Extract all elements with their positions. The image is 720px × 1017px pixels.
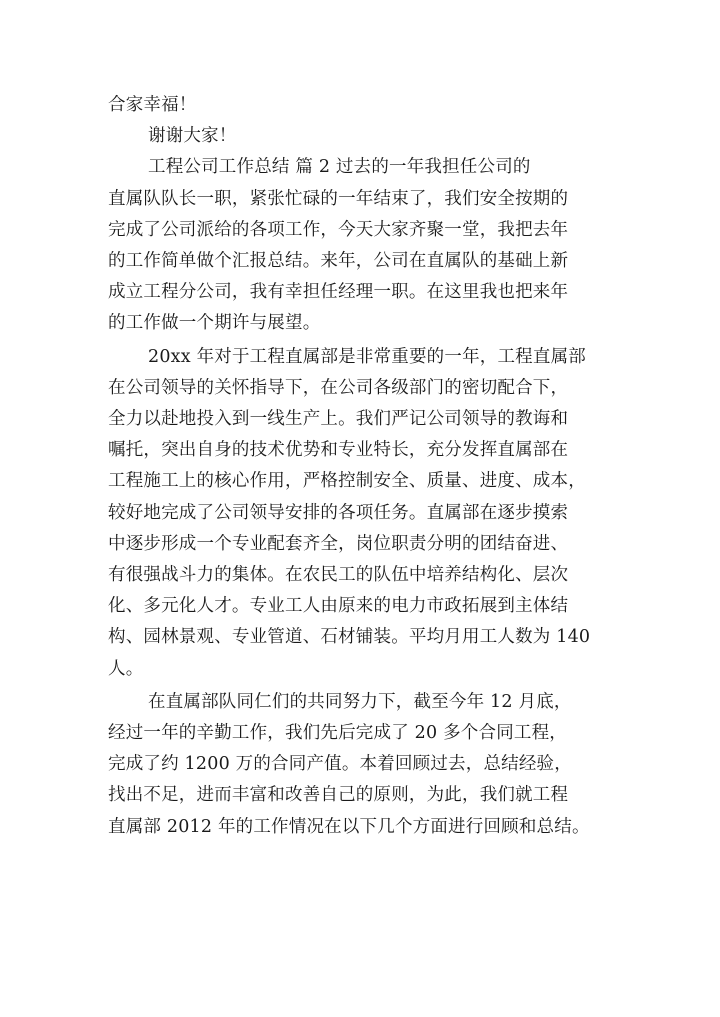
text-line: 直属部 2012 年的工作情况在以下几个方面进行回顾和总结。 (108, 816, 590, 837)
text-line: 直属队队长一职，紧张忙碌的一年结束了，我们安全按期的 (108, 188, 569, 209)
text-line: 工程施工上的核心作用，严格控制安全、质量、进度、成本， (108, 471, 586, 492)
text-line: 经过一年的辛勤工作，我们先后完成了 20 多个合同工程， (108, 723, 567, 744)
text-line: 谢谢大家！ (148, 126, 237, 147)
text-line: 人。 (108, 658, 144, 679)
text-line: 完成了约 1200 万的合同产值。本着回顾过去，总结经验， (108, 754, 572, 775)
text-line: 的工作做一个期许与展望。 (108, 313, 321, 334)
text-line: 找出不足，进而丰富和改善自己的原则，为此，我们就工程 (108, 785, 569, 806)
text-line: 完成了公司派给的各项工作，今天大家齐聚一堂，我把去年 (108, 219, 569, 240)
document-body (108, 90, 628, 843)
text-line: 有很强战斗力的集体。在农民工的队伍中培养结构化、层次 (108, 565, 569, 586)
text-line: 20xx 年对于工程直属部是非常重要的一年，工程直属部 (148, 346, 586, 367)
text-line: 构、园林景观、专业管道、石材铺装。平均月用工人数为 140 (108, 627, 591, 648)
text-line: 较好地完成了公司领导安排的各项任务。直属部在逐步摸索 (108, 502, 569, 523)
text-line: 在直属部队同仁们的共同努力下，截至今年 12 月底， (148, 691, 572, 712)
text-line: 全力以赴地投入到一线生产上。我们严记公司领导的教诲和 (108, 409, 569, 430)
text-line: 工程公司工作总结 篇 2 过去的一年我担任公司的 (148, 157, 531, 178)
text-line: 中逐步形成一个专业配套齐全，岗位职责分明的团结奋进、 (108, 533, 569, 554)
text-line: 化、多元化人才。专业工人由原来的电力市政拓展到主体结 (108, 596, 569, 617)
text-line: 成立工程分公司，我有幸担任经理一职。在这里我也把来年 (108, 282, 569, 303)
text-line: 的工作简单做个汇报总结。来年，公司在直属队的基础上新 (108, 251, 569, 272)
text-line: 在公司领导的关怀指导下，在公司各级部门的密切配合下， (108, 377, 569, 398)
text-line: 嘱托，突出自身的技术优势和专业特长，充分发挥直属部在 (108, 440, 569, 461)
text-line: 合家幸福！ (108, 95, 197, 115)
